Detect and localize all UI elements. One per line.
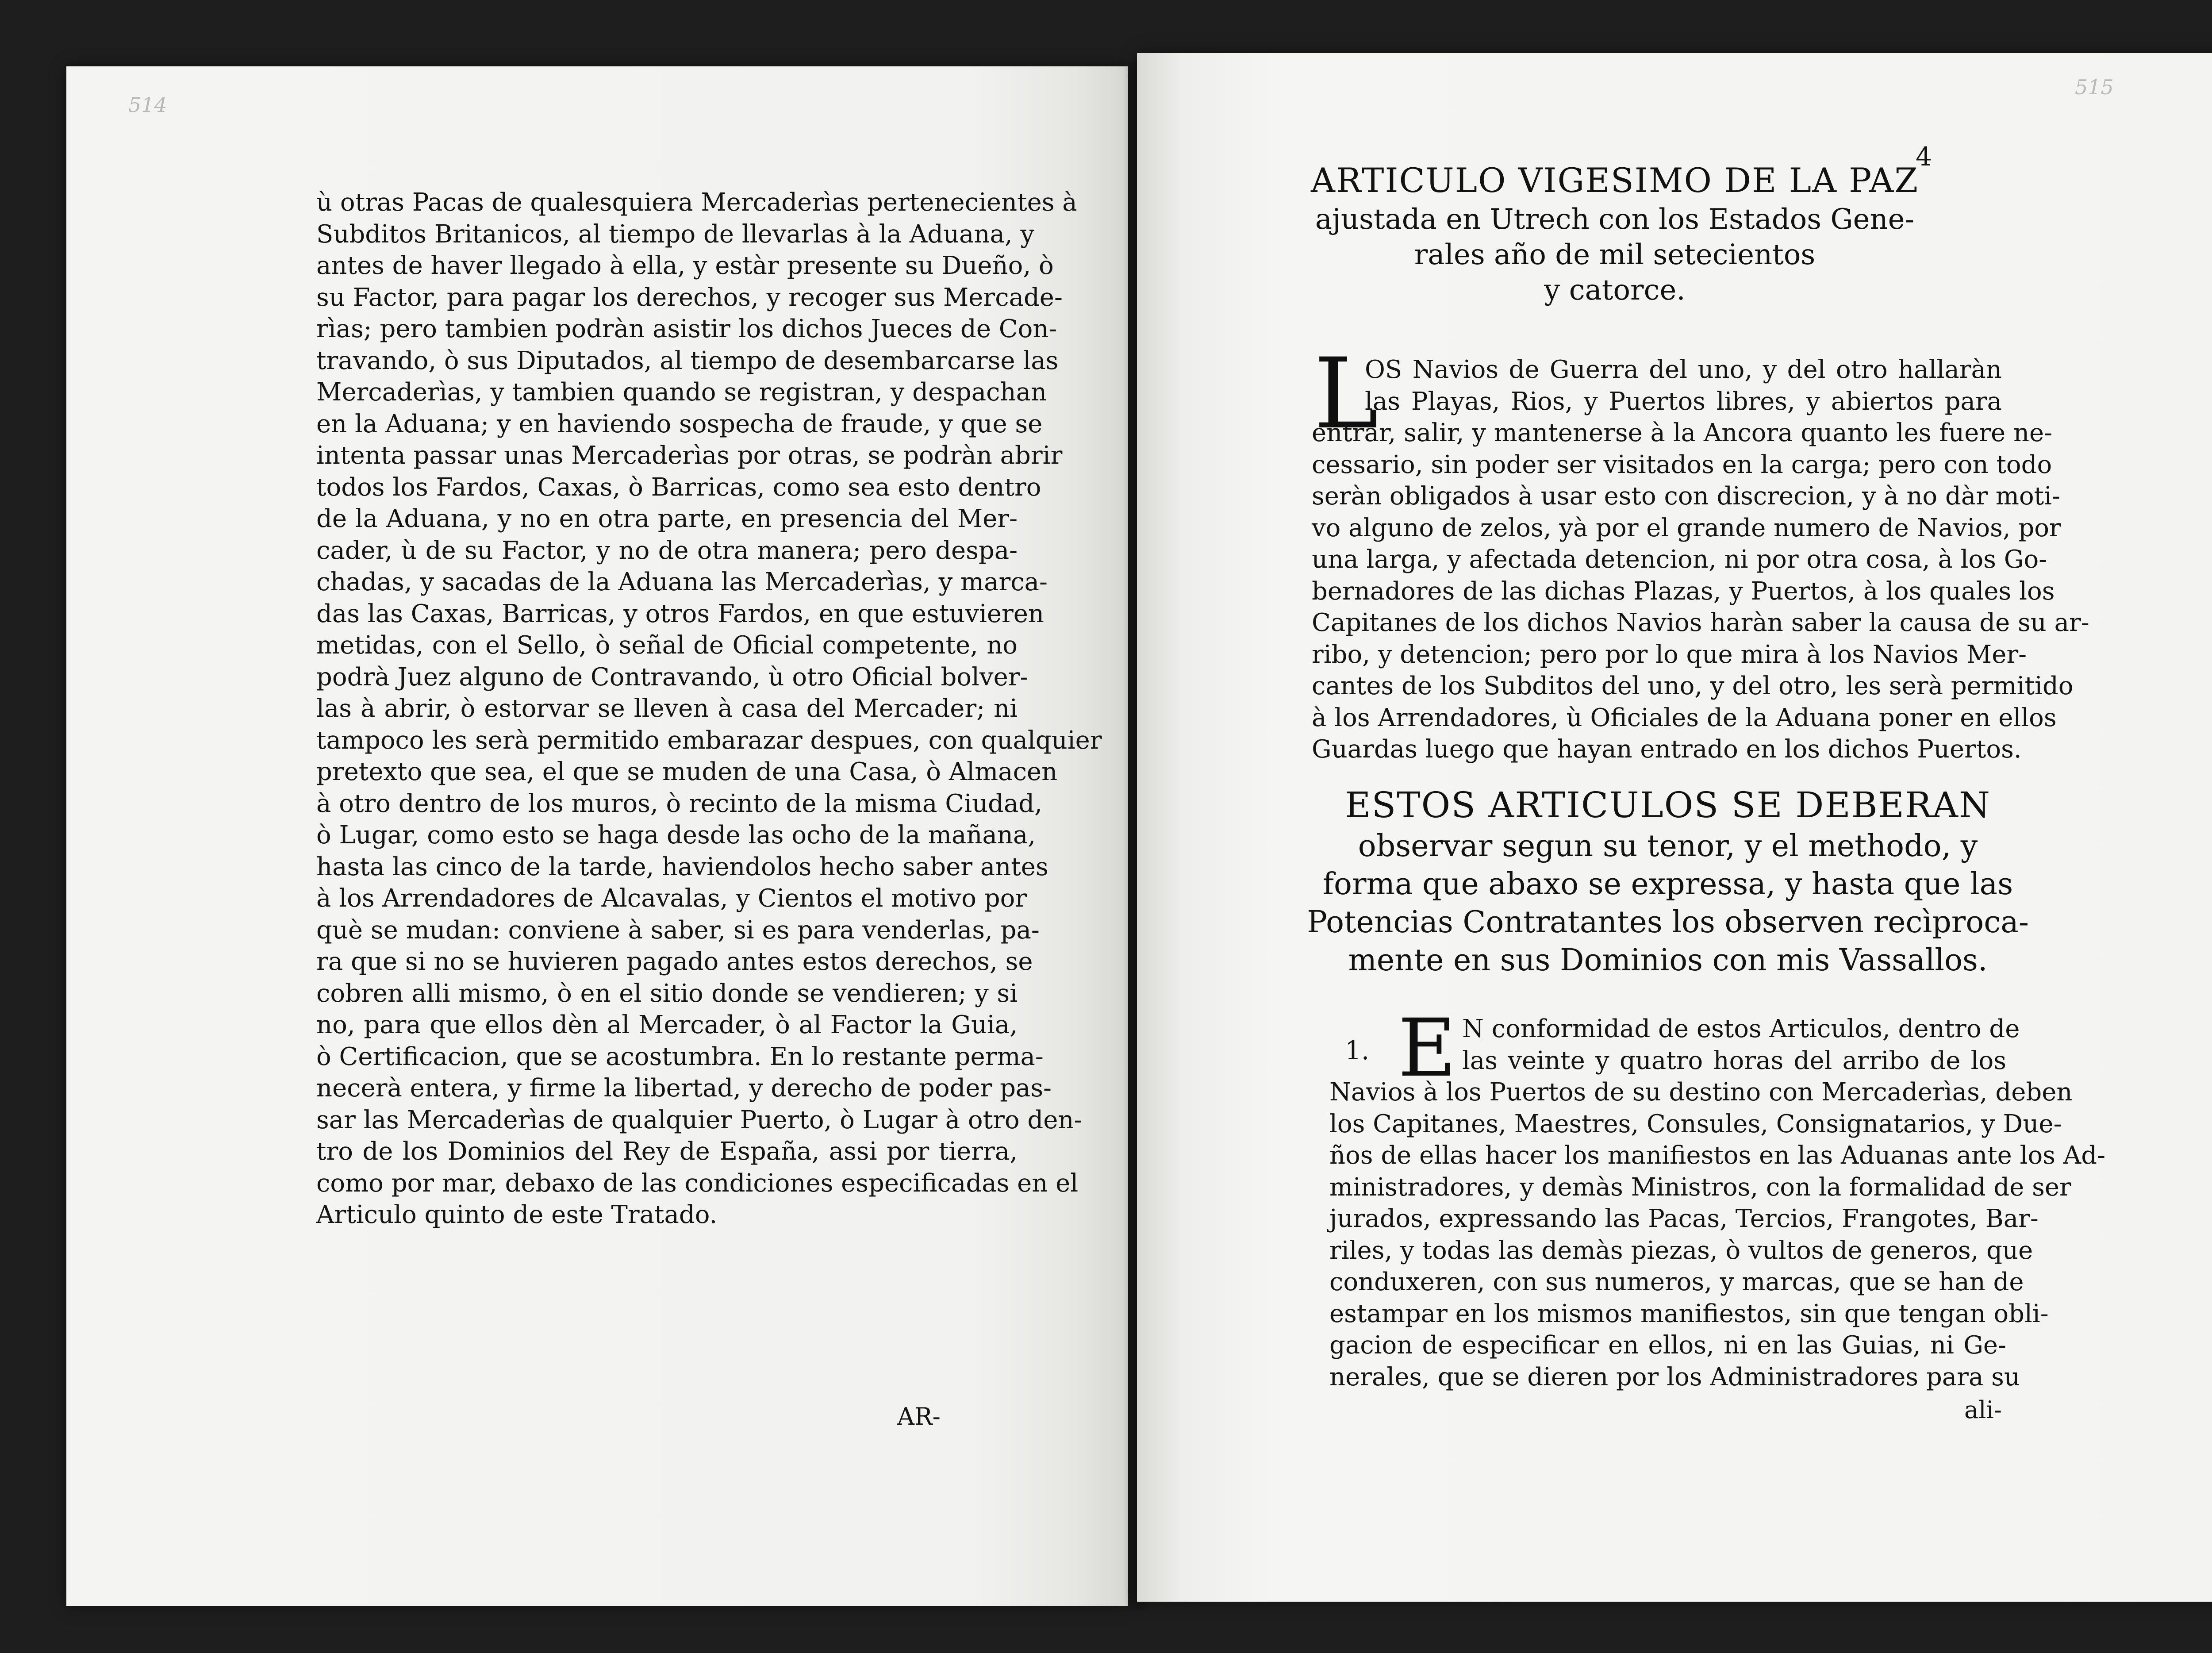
text-line: à otro dentro de los muros, ò recinto de la misma Ciudad, bbox=[316, 789, 1042, 818]
numbered-paragraph bbox=[1329, 1013, 2105, 1393]
text-line: una larga, y afectada detencion, ni por otra cosa, à los Go- bbox=[1312, 545, 2047, 574]
text-line: ò Certificacion, que se acostumbra. En lo restante perma- bbox=[316, 1042, 1044, 1071]
text-line: ños de ellas hacer los manifiestos en las Aduanas ante los Ad- bbox=[1329, 1141, 2105, 1170]
second-heading-line3: forma que abaxo se expressa, y hasta que las bbox=[1322, 867, 2013, 902]
text-line: los Capitanes, Maestres, Consules, Consignatarios, y Due- bbox=[1329, 1109, 2062, 1138]
text-line: gacion de especificar en ellos, ni en las Guias, ni Ge- bbox=[1329, 1331, 2006, 1360]
article-heading bbox=[1287, 159, 1942, 308]
article-heading-title: ARTICULO VIGESIMO DE LA PAZ bbox=[1310, 161, 1919, 200]
text-line: entrar, salir, y mantenerse à la Ancora quanto les fuere ne- bbox=[1312, 419, 2053, 447]
text-line: cader, ù de su Factor, y no de otra manera; pero despa- bbox=[316, 536, 1018, 565]
text-line: conduxeren, con sus numeros, y marcas, que se han de bbox=[1329, 1268, 2024, 1296]
text-line: à los Arrendadores de Alcavalas, y Cientos el motivo por bbox=[316, 884, 1027, 913]
article-dropcap: L bbox=[1314, 337, 1379, 450]
text-line: N conformidad de estos Articulos, dentro de bbox=[1462, 1015, 2020, 1043]
text-line: cessario, sin poder ser visitados en la carga; pero con todo bbox=[1312, 450, 2052, 479]
text-line: nerales, que se dieren por los Administradores para su bbox=[1329, 1362, 2020, 1392]
text-line: vo alguno de zelos, yà por el grande numero de Navios, por bbox=[1312, 513, 2061, 542]
left-folio: 514 bbox=[128, 93, 167, 117]
right-folio: 515 bbox=[2075, 75, 2114, 99]
text-line: tro de los Dominios del Rey de España, assi por tierra, bbox=[316, 1137, 1018, 1166]
left-body-text bbox=[316, 187, 1102, 1231]
text-line: das las Caxas, Barricas, y otros Fardos, en que estuvieren bbox=[316, 599, 1044, 628]
text-line: Mercaderìas, y tambien quando se registran, y despachan bbox=[316, 378, 1047, 407]
text-line: Capitanes de los dichos Navios haràn saber la causa de su ar- bbox=[1312, 608, 2089, 637]
second-heading-line2: observar segun su tenor, y el methodo, y bbox=[1358, 829, 1978, 864]
article-heading-line4: y catorce. bbox=[1544, 274, 1686, 307]
paragraph-number: 1. bbox=[1345, 1035, 1370, 1065]
left-page bbox=[66, 66, 1128, 1606]
text-line: las veinte y quatro horas del arribo de los bbox=[1462, 1046, 2006, 1075]
text-line: todos los Fardos, Caxas, ò Barricas, como sea esto dentro bbox=[316, 473, 1041, 502]
text-line: en la Aduana; y en haviendo sospecha de fraude, y que se bbox=[316, 409, 1043, 438]
second-heading bbox=[1287, 783, 2048, 980]
show-through-text bbox=[349, 1252, 1013, 1518]
article-heading-line3: rales año de mil setecientos bbox=[1414, 238, 1816, 271]
article-paragraph bbox=[1312, 354, 2089, 765]
text-line: sar las Mercaderìas de qualquier Puerto, ò Lugar à otro den- bbox=[316, 1105, 1083, 1134]
text-line: travando, ò sus Diputados, al tiempo de desembarcarse las bbox=[316, 346, 1059, 375]
text-line: su Factor, para pagar los derechos, y recoger sus Mercade- bbox=[316, 283, 1063, 312]
text-line: ribo, y detencion; pero por lo que mira à los Navios Mer- bbox=[1312, 640, 2027, 669]
text-line: podrà Juez alguno de Contravando, ù otro Oficial bolver- bbox=[316, 662, 1029, 692]
text-line: las à abrir, ò estorvar se lleven à casa del Mercader; ni bbox=[316, 694, 1018, 723]
text-line: como por mar, debaxo de las condiciones especificadas en el bbox=[316, 1169, 1079, 1198]
text-line: cobren alli mismo, ò en el sitio donde se vendieren; y si bbox=[316, 979, 1018, 1008]
text-line: estampar en los mismos manifiestos, sin que tengan obli- bbox=[1329, 1299, 2049, 1328]
text-line: hasta las cinco de la tarde, haviendolos hecho saber antes bbox=[316, 852, 1048, 881]
page-number: 4 bbox=[1916, 142, 1932, 172]
text-line: las Playas, Rios, y Puertos libres, y abiertos para bbox=[1365, 387, 2002, 416]
text-line: de la Aduana, y no en otra parte, en presencia del Mer- bbox=[316, 504, 1018, 533]
text-line: Articulo quinto de este Tratado. bbox=[316, 1200, 718, 1229]
text-line: antes de haver llegado à ella, y estàr presente su Dueño, ò bbox=[316, 251, 1054, 280]
text-line: necerà entera, y firme la libertad, y derecho de poder pas- bbox=[316, 1074, 1052, 1103]
text-line: OS Navios de Guerra del uno, y del otro hallaràn bbox=[1365, 355, 2002, 384]
text-line: Subditos Britanicos, al tiempo de llevarlas à la Aduana, y bbox=[316, 219, 1035, 249]
text-line: rìas; pero tambien podràn asistir los dichos Jueces de Con- bbox=[316, 315, 1057, 343]
left-catchword: AR- bbox=[897, 1403, 941, 1430]
text-line: tampoco les serà permitido embarazar despues, con qualquier bbox=[316, 726, 1102, 755]
text-line: ra que si no se huvieren pagado antes estos derechos, se bbox=[316, 947, 1033, 976]
text-line: ò Lugar, como esto se haga desde las ocho de la mañana, bbox=[316, 821, 1036, 850]
text-line: pretexto que sea, el que se muden de una Casa, ò Almacen bbox=[316, 757, 1058, 786]
text-line: què se mudan: conviene à saber, si es para venderlas, pa- bbox=[316, 915, 1040, 945]
text-line: ministradores, y demàs Ministros, con la formalidad de ser bbox=[1329, 1172, 2071, 1202]
text-line: chadas, y sacadas de la Aduana las Mercaderìas, y marca- bbox=[316, 568, 1048, 596]
text-line: jurados, expressando las Pacas, Tercios, Frangotes, Bar- bbox=[1329, 1204, 2039, 1233]
second-heading-line5: mente en sus Dominios con mis Vassallos. bbox=[1348, 943, 1988, 978]
article-heading-line2: ajustada en Utrech con los Estados Gene- bbox=[1315, 203, 1915, 236]
text-line: ù otras Pacas de qualesquiera Mercaderìas pertenecientes à bbox=[316, 188, 1077, 217]
text-line: metidas, con el Sello, ò señal de Oficial competente, no bbox=[316, 631, 1018, 660]
text-line: Guardas luego que hayan entrado en los dichos Puertos. bbox=[1312, 735, 2022, 764]
right-page bbox=[1137, 53, 2212, 1602]
text-line: cantes de los Subditos del uno, y del otro, les serà permitido bbox=[1312, 672, 2074, 700]
second-heading-line4: Potencias Contratantes los observen recìproca- bbox=[1307, 905, 2029, 940]
text-line: Navios à los Puertos de su destino con Mercaderìas, deben bbox=[1329, 1078, 2073, 1107]
text-line: bernadores de las dichas Plazas, y Puertos, à los quales los bbox=[1312, 577, 2055, 606]
text-line: à los Arrendadores, ù Oficiales de la Aduana poner en ellos bbox=[1312, 703, 2057, 732]
text-line: riles, y todas las demàs piezas, ò vultos de generos, que bbox=[1329, 1236, 2033, 1265]
text-line: intenta passar unas Mercaderìas por otras, se podràn abrir bbox=[316, 441, 1063, 470]
text-line: seràn obligados à usar esto con discrecion, y à no dàr moti- bbox=[1312, 482, 2061, 511]
text-line: no, para que ellos dèn al Mercader, ò al Factor la Guia, bbox=[316, 1011, 1018, 1039]
numbered-dropcap: E bbox=[1398, 1002, 1456, 1095]
second-heading-title: ESTOS ARTICULOS SE DEBERAN bbox=[1345, 784, 1991, 826]
right-catchword: ali- bbox=[1964, 1396, 2002, 1424]
